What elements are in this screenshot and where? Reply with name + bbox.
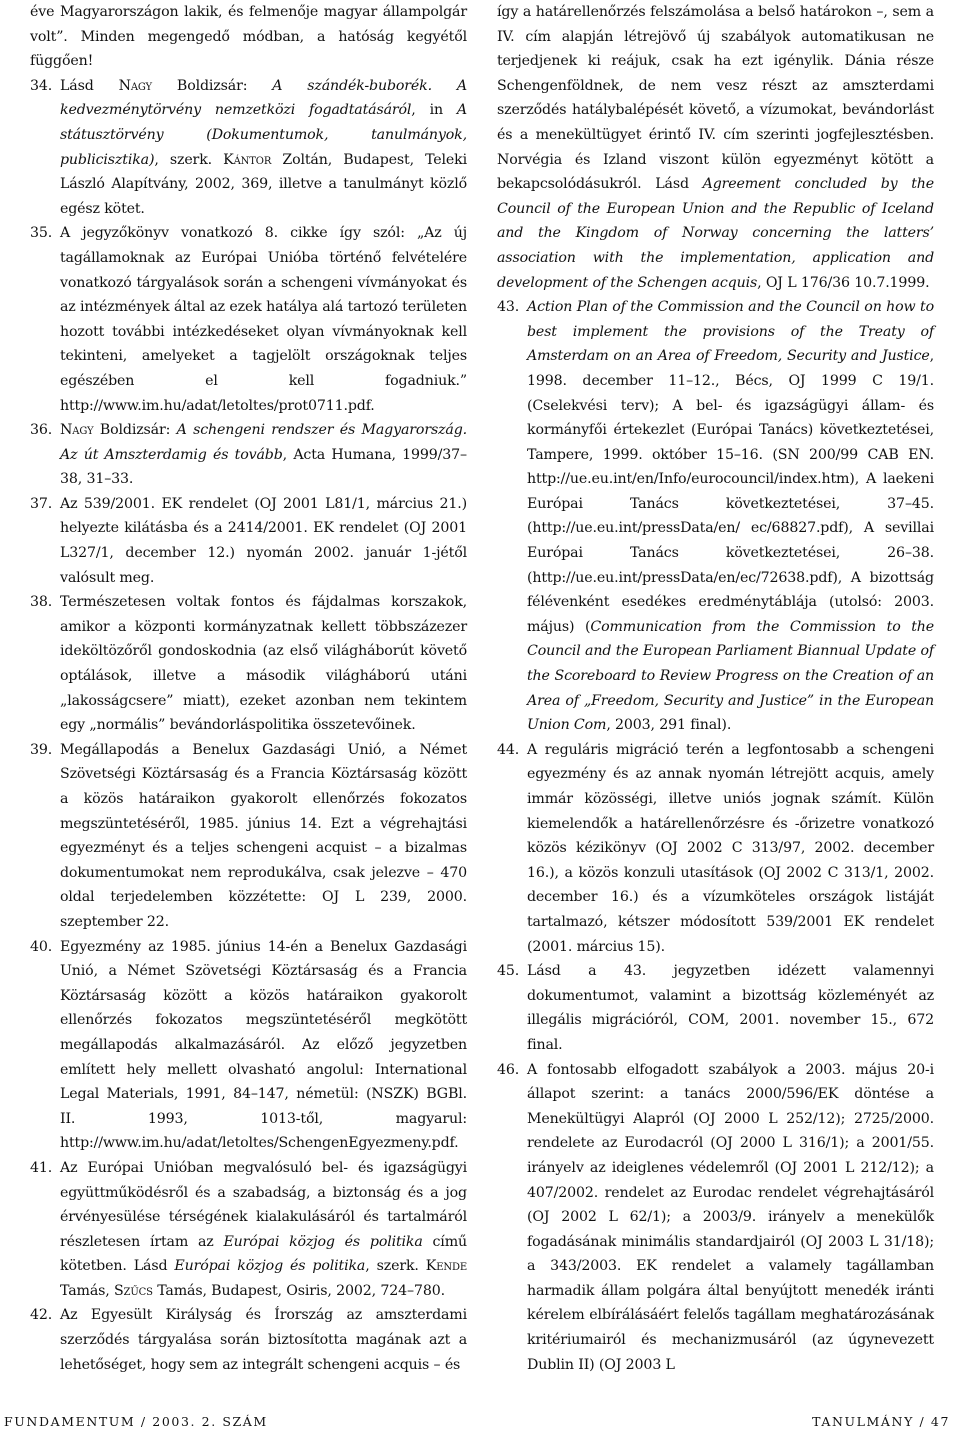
left-column [30,0,467,1377]
footnote-41: 41. Az Európai Unióban megvalósuló bel- és igazságügyi együttműködésről és a szabadság, a biztonság és a jog érvényesülése térségének kialakulásáról és tartalmáról részletesen írtam az Európai közjog és politika című kötetben. Lásd Európai közjog és politika, szerk. Kende Tamás, Szűcs Tamás, Budapest, Osiris, 2002, 724–780. [30,1156,467,1304]
right-column [497,0,934,1377]
footnote-number: 46. [497,1061,520,1078]
footnote-number: 45. [497,963,520,980]
footnote-number: 39. [30,741,53,758]
footnote-34: 34. Lásd Nagy Boldizsár: A szándék-buborék. A kedvezménytörvény nemzetközi fogadtatásáról, in A státusztörvény (Dokumentumok, tanulmányok, publicisztika), szerk. Kántor Zoltán, Budapest, Teleki László Alapítvány, 2002, 369, illetve a tanulmányt közlő egész kötet. [30,74,467,222]
footnote-number: 35. [30,225,53,242]
continued-footnote-42: így a határellenőrzés felszámolása a belső határokon –, sem a IV. cím alapján létrejövő új szabályok automatikusan ne terjedjenek ki reájuk, csak ha ezt igénylik. Dánia része Schengenföldnek, de nem vesz részt az amszterdami szerződés hatálybalépését követő, a vízumokat, bevándorlást és a menekültügyet érintő IV. cím szerinti jogfejlesztésben. Norvégia és Izland viszont külön egyezményt kötött a bekapcsolódásukról. Lásd Agreement concluded by the Council of the European Union and the Republic of Iceland and the Kingdom of Norway concerning the latters’ association with the implementation, application and development of the Schengen acquis, OJ L 176/36 10.7.1999. [497,4,935,291]
footnote-44: 44. A reguláris migráció terén a legfontosabb a schengeni egyezmény és az annak nyomán létrejött acquis, amely immár közösségi, illetve uniós jognak számít. Külön kiemelendők a határellenőrzésre és -őrizetre vonatkozó közös kézikönyv (OJ 2002 C 313/97, 2002. december 16.), a közös konzuli utasítások (OJ 2002 C 313/1, 2002. december 16.) és a vízumköteles országok listáját tartalmazó, kétszer módosított 539/2001 EK rendelet (2001. március 15). [497,738,934,959]
footnote-number: 37. [30,495,53,512]
footnote-38: 38. Természetesen voltak fontos és fájdalmas korszakok, amikor a központi kormányzatnak kellett többszázezer ideköltözőről gondoskodnia (az első világháborút követő optálások, illetve a második világháború utáni „lakosságcsere” miatt), ezeket azonban nem tekintem egy „normális” bevándorláspolitika összetevőinek. [30,590,467,738]
footnote-40: 40. Egyezmény az 1985. június 14-én a Benelux Gazdasági Unió, a Német Szövetségi Köztársaság és a Francia Köztársaság között a közös határaikon gyakorolt ellenőrzés fokozatos megszüntetéséről megkötött megállapodás alkalmazásáról. Az előző jegyzetben említett hely mellett olvasható angolul: International Legal Materials, 1991, 84–147, németül: (NSZK) BGBl. II. 1993, 1013-től, magyarul: http://www.im.hu/adat/letoltes/SchengenEgyezmeny.pdf. [30,935,467,1156]
footnote-number: 34. [30,77,53,94]
footnote-35: 35. A jegyzőkönyv vonatkozó 8. cikke így szól: „Az új tagállamoknak az Európai Unióba történő felvételére vonatkozó tárgyalások során a schengeni vívmányokat és az intézmények által az ezek hatálya alá tartozó területen hozott további intézkedéseket olyan vívmányoknak kell tekinteni, amelyeket a tagjelölt országoknak teljes egészében el kell fogadniuk.” http://www.im.hu/adat/letoltes/prot0711.pdf. [30,221,467,418]
footnote-number: 38. [30,594,53,611]
footnote-46: 46. A fontosabb elfogadott szabályok a 2003. május 20-i állapot szerint: a tanács 2000/596/EK döntése a Menekültügyi Alapról (OJ 2000 L 252/12); 2725/2000. rendelete az Eurodacról (OJ 2000 L 316/1); a 2001/55. irányelv az ideiglenes védelemről (OJ 2001 L 212/12); a 407/2002. rendelet az Eurodac rendelet végrehajtásáról (OJ 2002 L 62/1); a 2003/9. irányelv a menekülők fogadásának minimális standardjairól (OJ 2003 L 31/18); a 343/2003. EK rendelet a valamely tagállamban harmadik állam polgára által benyújtott menedék iránti kérelem elbírálásáért felelős tagállam meghatározásának kritériumairól és mechanizmusáról (az úgynevezett Dublin II) (OJ 2003 L [497,1058,934,1378]
footer-section-page: TANULMÁNY / 47 [812,1414,950,1429]
footnote-43: 43. Action Plan of the Commission and the Council on how to best implement the provisions of the Treaty of Amsterdam on an Area of Freedom, Security and Justice, 1998. december 11–12., Bécs, OJ 1999 C 19/1. (Cselekvési terv); A bel- és igazságügyi állam- és kormányfői értekezlet (Európai Tanács) következtetései, Tampere, 1999. október 15–16. (SN 200/99 CAB EN. http://ue.eu.int/en/Info/eurocouncil/index.htm), A laekeni Európai Tanács következtetései, 37–45. (http://ue.eu.int/pressData/en/ ec/68827.pdf), A sevillai Európai Tanács következtetései, 26–38. (http://ue.eu.int/pressData/en/ec/72638.pdf), A bizottság félévenként esedékes eredménytáblája (utolsó: 2003. május) (Communication from the Commission to the Council and the European Parliament Biannual Update of the Scoreboard to Review Progress on the Creation of an Area of „Freedom, Security and Justice” in the European Union Com, 2003, 291 final). [497,295,934,738]
footnote-number: 42. [30,1307,53,1324]
footnote-42: 42. Az Egyesült Királyság és Írország az amszterdami szerződés tárgyalása során biztosította magának azt a lehetőséget, hogy sem az integrált schengeni acquis – és [30,1303,467,1377]
continued-footnote: éve Magyarországon lakik, és felmenője magyar állampolgár volt”. Minden megengedő módban, a hatóság kegyétől függően! [30,4,467,70]
footnote-number: 44. [497,741,520,758]
footer-journal-issue: FUNDAMENTUM / 2003. 2. SZÁM [4,1414,268,1429]
footnote-45: 45. Lásd a 43. jegyzetben idézett valamennyi dokumentumot, valamint a bizottság közleményét az illegális migrációról, COM, 2001. november 15., 672 final. [497,959,934,1057]
footnote-number: 43. [497,299,520,316]
footnote-number: 36. [30,422,53,439]
footnote-number: 40. [30,938,53,955]
footnote-36: 36. Nagy Boldizsár: A schengeni rendszer és Magyarország. Az út Amszterdamig és tovább, Acta Humana, 1999/37–38, 31–33. [30,418,467,492]
footnote-39: 39. Megállapodás a Benelux Gazdasági Unió, a Német Szövetségi Köztársaság és a Francia Köztársaság között a közös határaikon gyakorolt ellenőrzés fokozatos megszüntetéséről, 1985. június 14. Ezt a végrehajtási egyezményt és a teljes schengeni acquist – a bizalmas dokumentumokat nem reprodukálva, csak jelezve – 470 oldal terjedelemben közzétette: OJ L 239, 2000. szeptember 22. [30,738,467,935]
footnote-number: 41. [30,1159,53,1176]
footnote-37: 37. Az 539/2001. EK rendelet (OJ 2001 L81/1, március 21.) helyezte kilátásba és a 2414/2001. EK rendelet (OJ 2001 L327/1, december 12.) nyomán 2002. január 1-jétől valósult meg. [30,492,467,590]
